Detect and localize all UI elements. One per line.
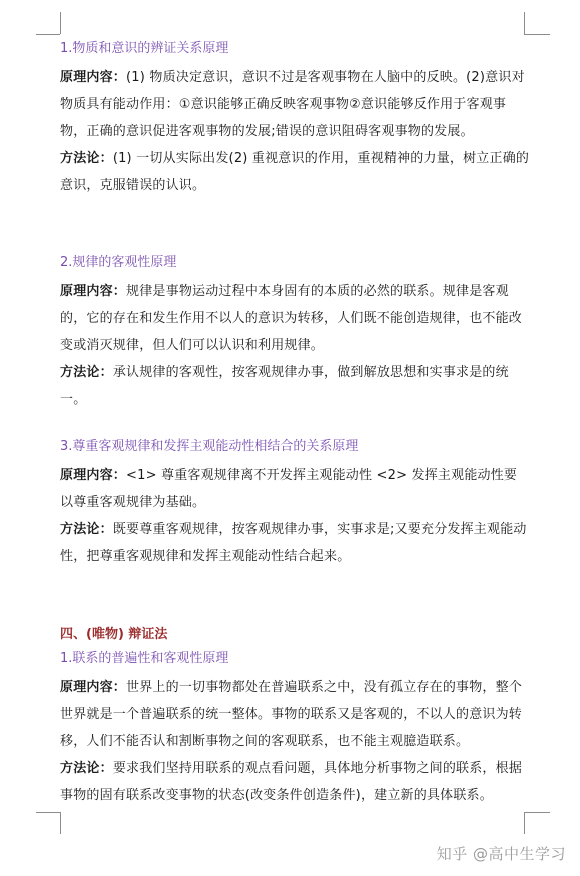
methodology <box>60 755 530 809</box>
section-dialectics <box>60 626 530 809</box>
principle-label: 原理内容： <box>60 284 127 299</box>
crop-mark-top-left <box>60 12 61 34</box>
methodology-label: 方法论： <box>60 151 113 166</box>
crop-mark-bottom-left <box>60 812 61 834</box>
methodology-label: 方法论： <box>60 365 113 380</box>
methodology-text: (1) 一切从实际出发(2) 重视意识的作用，重视精神的力量，树立正确的意识，克服错误的认识。 <box>60 151 530 193</box>
principle-text: 规律是事物运动过程中本身固有的本质的必然的联系。规律是客观的，它的存在和发生作用不以人的意识为转移，人们既不能创造规律，也不能改变或消灭规律，但人们可以认识和利用规律。 <box>60 284 523 353</box>
methodology <box>60 516 530 570</box>
section-heading: 3.尊重客观规律和发挥主观能动性相结合的关系原理 <box>60 439 359 454</box>
methodology <box>60 359 530 413</box>
methodology-label: 方法论： <box>60 761 113 776</box>
methodology-label: 方法论： <box>60 522 113 537</box>
principle-content <box>60 64 530 145</box>
crop-mark-top-right <box>524 12 525 34</box>
principle-content <box>60 674 530 755</box>
principle-content <box>60 278 530 359</box>
principle-text: <1> 尊重客观规律离不开发挥主观能动性 <2> 发挥主观能动性要以尊重客观规律为基础。 <box>60 468 518 510</box>
crop-mark-bottom-left <box>36 812 60 813</box>
principle-label: 原理内容： <box>60 680 127 695</box>
principle-label: 原理内容： <box>60 70 127 85</box>
section-objective-law <box>60 254 530 413</box>
principle-text: (1) 物质决定意识，意识不过是客观事物在人脑中的反映。(2)意识对物质具有能动作用：①意识能够正确反映客观事物②意识能够反作用于客观事物，正确的意识促进客观事物的发展;错误的意识阻碍客观事物的发展。 <box>60 70 525 139</box>
chapter-title: 四、(唯物) 辩证法 <box>60 627 168 642</box>
section-heading: 1.物质和意识的辨证关系原理 <box>60 41 229 56</box>
crop-mark-bottom-right <box>524 812 550 813</box>
principle-content <box>60 462 530 516</box>
methodology-text: 既要尊重客观规律，按客观规律办事，实事求是;又要充分发挥主观能动性，把尊重客观规律和发挥主观能动性结合起来。 <box>60 522 527 564</box>
methodology-text: 承认规律的客观性，按客观规律办事，做到解放思想和实事求是的统一。 <box>60 365 509 407</box>
methodology-text: 要求我们坚持用联系的观点看问题，具体地分析事物之间的联系，根据事物的固有联系改变事物的状态(改变条件创造条件)，建立新的具体联系。 <box>60 761 523 803</box>
crop-mark-top-left <box>36 34 60 35</box>
zhihu-watermark: 知乎 @高中生学习 <box>436 845 566 863</box>
crop-mark-bottom-right <box>524 812 525 834</box>
section-material-consciousness <box>60 40 530 199</box>
section-law-and-initiative <box>60 438 530 570</box>
principle-label: 原理内容： <box>60 468 127 483</box>
crop-mark-top-right <box>524 34 550 35</box>
principle-text: 世界上的一切事物都处在普遍联系之中，没有孤立存在的事物，整个世界就是一个普遍联系的统一整体。事物的联系又是客观的，不以人的意识为转移，人们不能否认和割断事物之间的客观联系，也不能主观臆造联系。 <box>60 680 523 749</box>
section-heading: 1.联系的普遍性和客观性原理 <box>60 651 229 666</box>
methodology <box>60 145 530 199</box>
section-heading: 2.规律的客观性原理 <box>60 255 177 270</box>
